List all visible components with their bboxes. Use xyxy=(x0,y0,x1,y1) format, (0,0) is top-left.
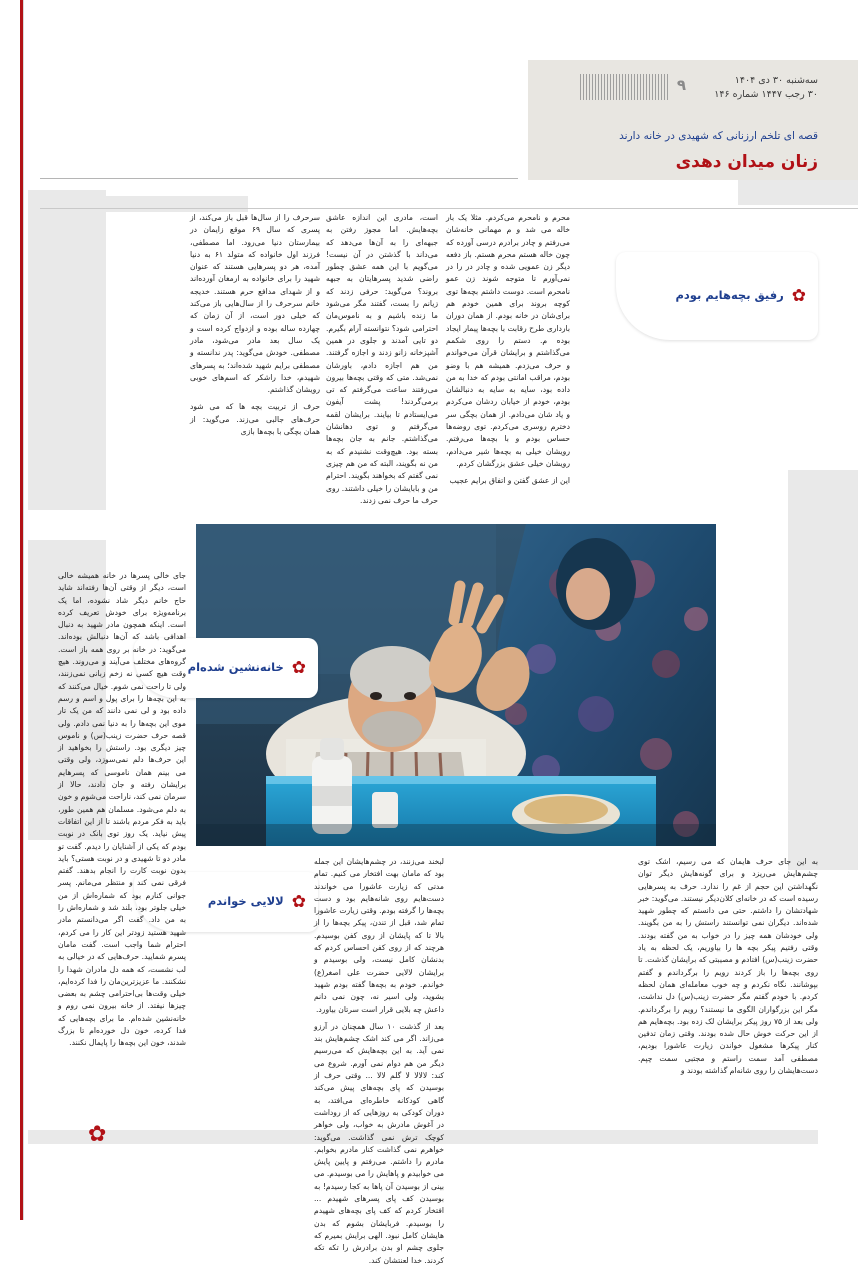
column-bottom-left xyxy=(58,570,186,1055)
masthead xyxy=(0,60,858,180)
column-bottom-mid xyxy=(314,856,444,1272)
decor-block-right-lower xyxy=(788,470,858,870)
decor-block-mid xyxy=(48,196,248,212)
pullquote-two-text: خانه‌نشین شده‌ام xyxy=(187,660,284,675)
paragraph: سرحرف را از سال‌ها قبل باز می‌کند، از پسری که سال ۶۹ موقع زایمان در بیمارستان دنیا می‌رود. اما مصطفی، فرزند اول خانواده که متولد ۶۱ به دنیا آمده، هر دو پسرهایی هستند که عنوان شهید را برای خانواده به ارمغان آورده‌اند و از شهدای مدافع حرم هستند. خدیجه خانم سرحرف را از سال‌هایی باز می‌کند که خیلی دور است، از آن زمان که چهارده ساله بوده و ازدواج کرده است و یک سال بعد مادر می‌شود، مادر مصطفی. خودش می‌گوید: پدر ندانسته و مصطفی برایم شهید شده‌اند؛ به پسرهای شهیدم، خدا راشکر که اسم‌های خوبی رویشان گذاشتم. xyxy=(190,213,320,395)
paragraph: این از عشق گفتن و اتفاق برایم عجیب xyxy=(449,476,570,486)
column-top-2 xyxy=(446,212,570,493)
pullquote-three-text: لالایی خواندم xyxy=(207,894,284,909)
column-top-1 xyxy=(190,212,320,443)
tulip-icon: ✿ xyxy=(291,657,306,678)
paragraph: به این جای حرف هایمان که می رسیم، اشک توی چشم‌هایش می‌ریزد و برای گونه‌هایش دیگر توان نگهداشتن این حجم از غم را ندارد. حرف به پسرهایی رسیده است که در خانه‌ای کلان‌دیگر نیستند. می‌گوید: خبر شهادتشان را داشتم. حتی می دانستم که چطور شهید شده‌اند. دیگران نمی توانستند راستش را به من بگویند. ولی خودشان همه چیز را در خواب به من گفته بودند. وقتی رفتیم پیکر بچه ها را بیاوریم، یک لحظه به یاد حضرت زینب(س) افتادم و مصیبتی که برایشان گذشت. تا روی بچه‌ها را باز کردند رویم را برگرداندم و گفتم بپوشانند. نگاه نکردم و چه خوب معامله‌ای همان لحظه کردم. با خودم گفتم مگر حضرت زینب(س) دل نداشت، مگر این بزرگواران الگوی ما نیستند؟ رویم را برگرداندم. ولی بعد از ۷۵ روز پیکر برایشان لک زده بود. بچه‌هایم هم از این حرکت خوش حال شده بودند. وقتی زمان تدفین کنار پیکرها مشغول خواندن زیارت عاشورا بودیم، مصطفی آمد سمت راستم و مجتبی سمت چپم. دست‌هایشان را روی شانه‌ام گذاشته بودند و xyxy=(638,857,818,1076)
paragraph: لبخند می‌زنند، در چشم‌هایشان این جمله بود که مامان بهت افتخار می کنیم. تمام مدتی که زیارت عاشورا می خواندند دست‌هایم روی شانه‌هایم بود و دست بچه‌ها را گرفته بودم. وقتی زیارت عاشورا تمام شد، قبل از تندن، پیکر بچه‌ها را از بالا تا که پایشان از روی کفن بوسیدم. هرچند که از روی کفن احساس کردم که بدنشان کامل نیست، ولی بوسیدم و برایشان لالایی حضرت علی اصغر(ع) خواندم. خودم به بچه‌ها گفته بودم شهید بشوید، ولی اسیر نه، چون نمی دانم داعش چه بلایی قرار است سرتان بیاورد. xyxy=(314,857,444,1014)
paragraph: است، مادری این اندازه عاشق بچه‌هایش. اما مجوز رفتن به جبهه‌ای را به آن‌ها می‌دهد که می‌داند با گذشتن در آن نیست! می‌گویم با این همه عشق چطور راضی شدید پسرهایتان به جبهه بروند؟ می‌گوید: حرفی زدند که زیانم را بست، گفتند مگر می‌شود ما زنده باشیم و به ناموس‌مان احترامی شود؟ نتوانسته آرام بگیرم. دو تایی آمدند و جلوی در همین آشپزخانه زانو زدند و اجازه گرفتند. من هم اجازه دادم، باورشان نمی‌شد. متی که وقتی بچه‌ها بیرون می‌رفتند ساعت می‌گرفتم که تی برمی‌گردند! پشت آیفون می‌ایستادم تا بیایند. برایشان لقمه می‌گرفتم و توی دهانشان می‌گذاشتم. جانم به جان بچه‌ها بسته بود. هیچ‌وقت نشنیدم که به من نه بگویند، البته که من هم چیزی نمی گفتم که بخواهند بگویند. احترام من و بابایشان را خیلی داشتند. روی حرف ما حرف نمی زدند. xyxy=(326,213,438,505)
issue-date-solar: سه‌شنبه ۳۰ دی ۱۴۰۴ xyxy=(734,75,818,86)
column-bottom-right xyxy=(638,856,818,1082)
paragraph: جای خالی پسرها در خانه همیشه خالی است، دیگر از وقتی آن‌ها رفته‌اند شاید حاج خانم دیگر شاد نشوده، اما یک برنامه‌ویژه برای خودش تعریف کرده است. اینکه همچون مادر شهید به دنبال اهدافی باشد که آن‌ها دنبالش بوده‌اند. می‌گوید: در خانه بر روی همه باز است. گروه‌های مختلف می‌آیند و می‌روند. هیچ وقت هیچ کسی نه زخم زبانی نمی‌زنند، ولی تا راحت نمی شوم. خیال می‌کنند که به این بچه‌ها را برای پول و اسم و رسم داده بود و لی نمی دانند که من یک تار موی این بچه‌ها را به دنیا نمی دادم. ولی قصه حرف حضرت زینب(س) و ناموس چیز دیگری بود. راستش را بخواهید از این حرف‌ها دلم نمی‌سوزد، ولی وقتی می بینم همان ناموسی که پسرهایم برایشان رفته و جان دادند، حالا از سرمان نمی کند، ناراحت می‌شوم و خون به دلم می‌شود. مسلمان هم همین طور، باید به فکر مردم باشند تا از این اتفاقات پیش نیاید. یک روز توی بانک در نوبت بودم که یکی از آشنایان را دیدم. گفت تو مادر دو تا شهیدی و در نوبت هستی؟ باید بدون نوبت کارت را انجام بدهند. گفتم فرقی نمی کند و منتظر می‌مانم. پسر جوانی کنارم بود که شماره‌اش از من خیلی جلوتر بود، بلند شد و شماره‌اش را به من داد. گفت اگر می‌دانستم مادر شهید هستید زودتر این کار را می کردم، احترام شما واجب است. گفت مامان پسرم شمایید. حرف‌هایی که در خیالی به لب نشست، که همه دل مادران شهدا را نشکنند. ما عزیزترین‌مان را فدا کرده‌ایم، خیلی وقت‌ها بی‌احترامی چشم به بعضی چیزها نیفتد. از خانه بیرون نمی روم و خانه‌نشین شده‌ام. ما برای بچه‌هایی که فدا کرده، خون دل خورده‌ام تا بزرگ شدند، خون این بچه‌ها را پایمال نکنند. xyxy=(58,571,186,1048)
page-title: زنان میدان دهدی xyxy=(675,152,818,172)
barcode-graphic xyxy=(580,74,668,100)
issue-date xyxy=(714,74,818,103)
header-divider-2 xyxy=(40,208,858,209)
tulip-icon: ✿ xyxy=(88,1122,107,1147)
paragraph: محرم و نامحرم می‌کردم. مثلا یک بار خاله می شد و م مهمانی خانه‌شان می‌رفتم و چادر برادرم درسی آورده که چون خاله هستم محرم هستم. باز دفعه دیگر زن عمویی شده و چادر در را در نمی‌آورم تا متوجه شوند زن عمو نامحرم است. دوست داشتم بچه‌ها توی کوچه بروند برای همین خودم هم برای‌شان در خانه بودم. از همان دوران بارداری طرح رقابت با بچه‌ها پیمار ایجاد بوده م. دستم را روی شکمم می‌گذاشتم و برایشان قرآن می‌خواندم و حرف می‌زدم. همیشه هم با وضو بودم، مراقب امانتی بودم که خدا به من داده بود، سایه به سایه به دنبالشان بودم، خودم از خیابان ردشان می‌کردم و یاد شان می‌دادم. از همان بچگی سر دخترم روسری می‌کردم. توی روضه‌ها حساس بودم و با بچه‌ها می‌رفتم. رویشان خیلی به بچه‌ها شیر می‌دادم، رویشان خیلی عشق بزرگشان کردم. xyxy=(446,213,570,468)
paragraph: بعد از گذشت ۱۰ سال همچنان در آرزو می‌زاند. اگر می کند اشک چشم‌هایش بند نمی آید. به این بچه‌هایش که می‌رسیم دیگر من هم دوام نمی آورم. شروع می کند: لالالا لا گلم لالا ... وقتی حرف از بوسیدن که پای بچه‌های پیش می‌کند گاهی کودکانه خاطره‌ای می‌افتد، به دوران کودکی به روزهایی که از روداشت در آغوش مادرش به خواب، ولی خواهر کوچک ترش نمی گذاشت. می‌گوید: خواهرم نمی گذاشت کنار مادرم بخوابم. مادرم را داشتم. می‌رفتم و پایین پایش می خوابیدم و پاهایش را می بوسیدم. می بینی از بوسیدن آن پاها به کجا رسیدم! به بوسیدن کف پای پسرهای شهیدم ... افتخار کردم که کف پای بچه‌های شهیدم را بوسیدم. فربایشان بشوم که بدن هایشان کامل نبود. الهی برایش بمیرم که جلوی چشم او بدن برادرش را تکه تکه کردند. خدا لعنتشان کند. xyxy=(314,1021,444,1265)
issue-date-lunar: ۳۰ رجب ۱۴۴۷ شماره ۱۴۶ xyxy=(714,89,818,101)
decor-block-top-right xyxy=(738,180,858,205)
tulip-icon: ✿ xyxy=(291,891,306,912)
page-number: ۹ xyxy=(676,76,686,94)
left-hairline-rule xyxy=(23,0,24,1220)
pullquote-one xyxy=(616,252,818,340)
pullquote-one-text: رفیق بچه‌هایم بودم xyxy=(675,288,784,303)
decor-block-left-upper xyxy=(28,190,106,510)
header-divider-1 xyxy=(40,178,518,179)
tulip-icon: ✿ xyxy=(791,285,806,306)
column-top-3 xyxy=(326,212,438,512)
paragraph: حرف از تربیت بچه ها که می شود حرف‌های جالبی می‌زند. می‌گوید: از همان بچگی با بچه‌ها بازی xyxy=(190,402,320,437)
article-kicker: قصه ای تلخم ارزنانی که شهیدی در خانه دارند xyxy=(619,130,818,142)
